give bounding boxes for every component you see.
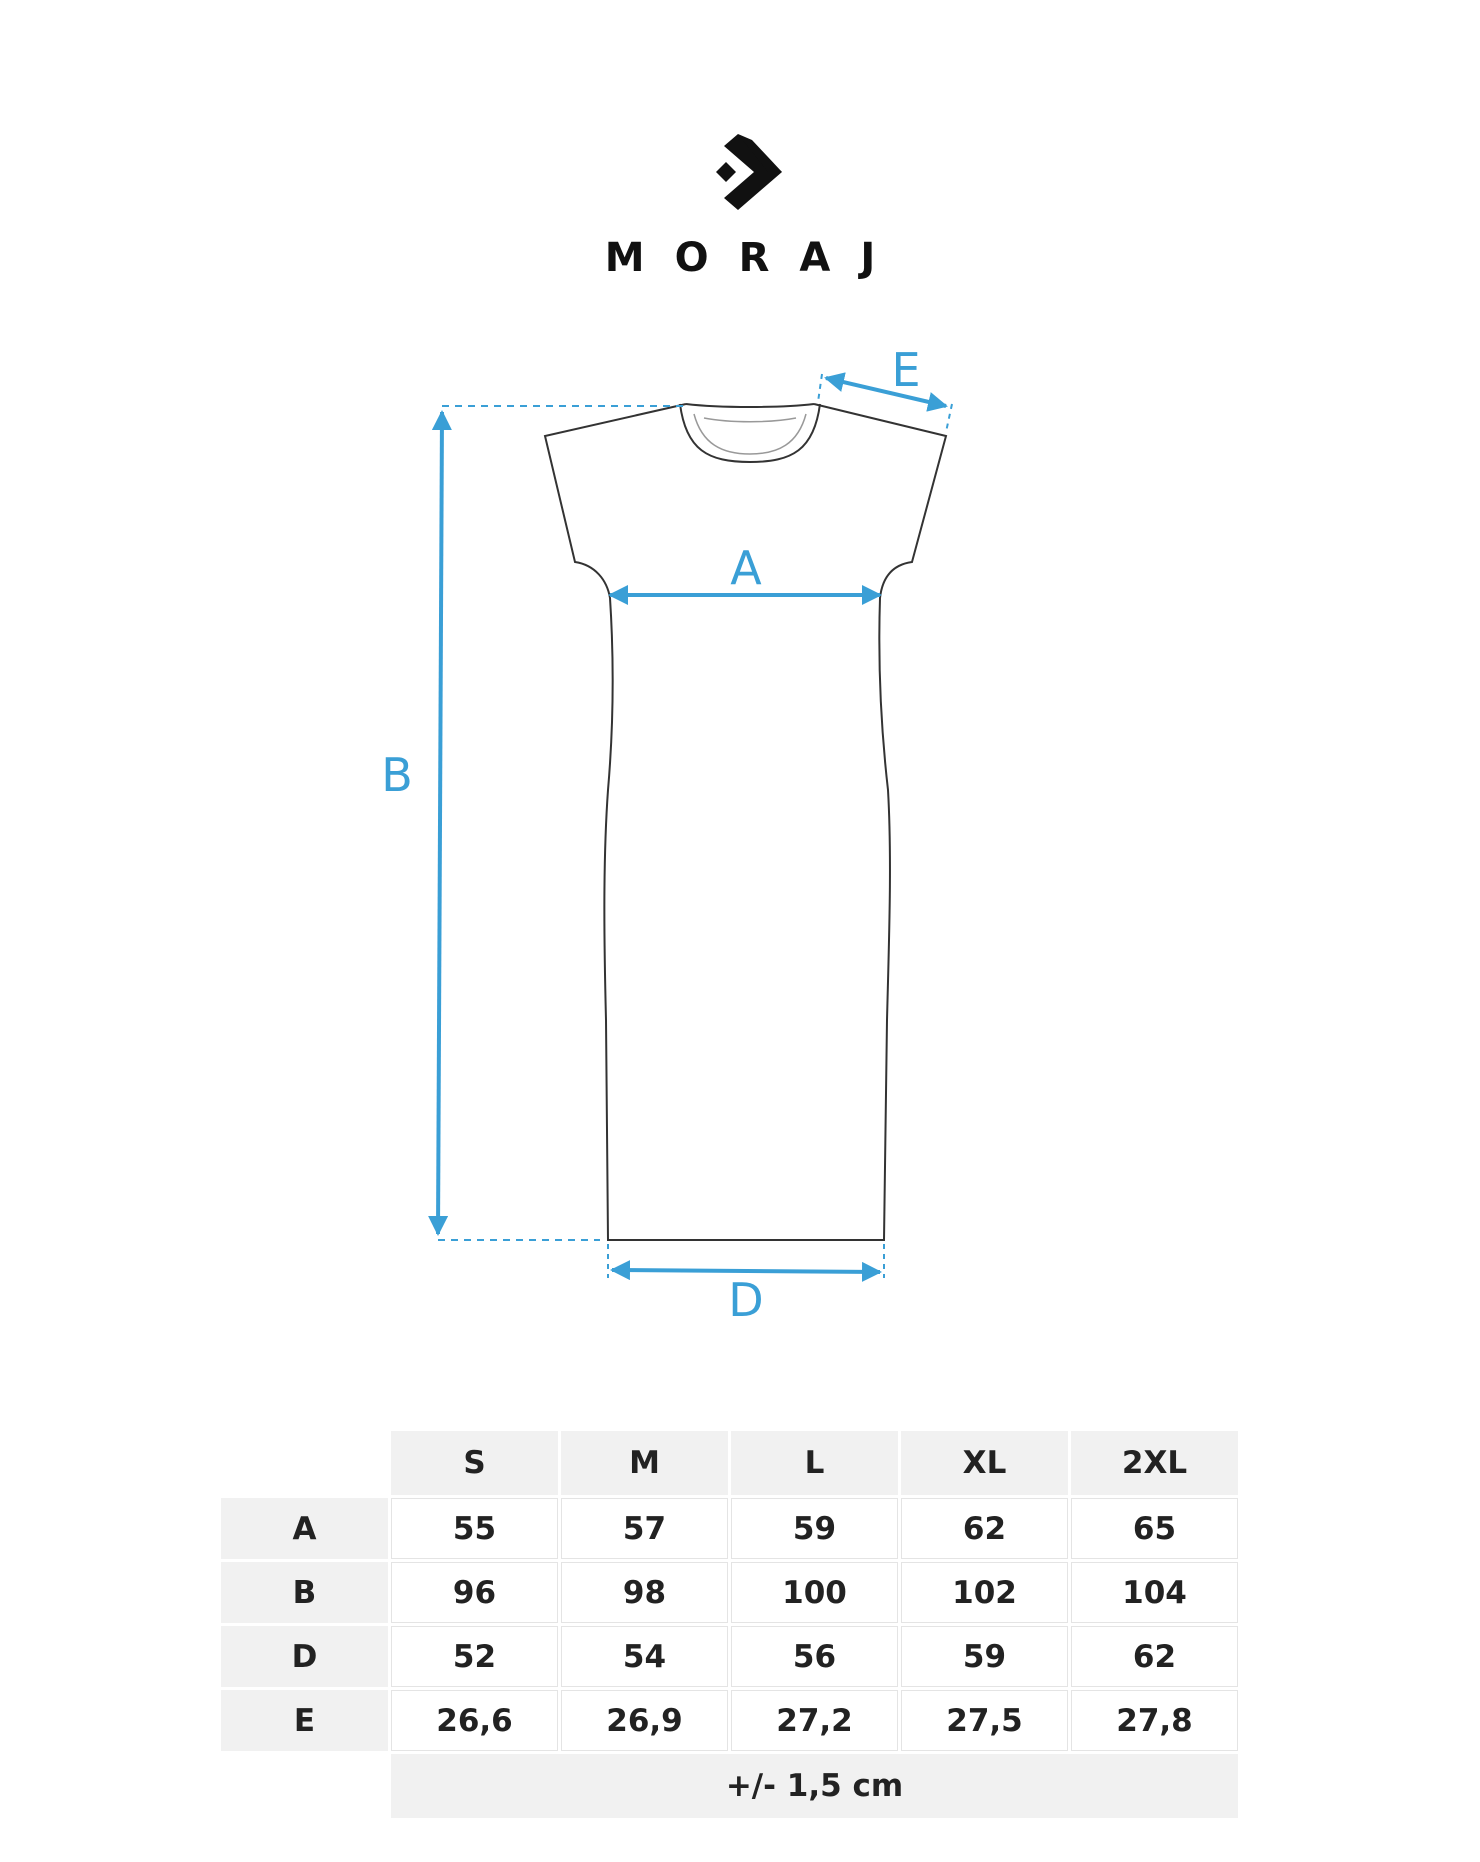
size-table [218,1428,1241,1821]
table-cell: 56 [731,1626,898,1687]
table-cell: 27,2 [731,1690,898,1751]
table-cell: 27,5 [901,1690,1068,1751]
measure-d [608,1244,884,1327]
table-row [221,1626,1238,1687]
neck-band-stitch [694,414,806,454]
dress-outline [545,404,946,1240]
table-cell: 62 [1071,1626,1238,1687]
size-header: S [391,1431,558,1495]
table-cell: 100 [731,1562,898,1623]
row-label: D [221,1626,388,1687]
measure-a-label: A [730,541,762,595]
table-row [221,1562,1238,1623]
measure-e [818,343,952,432]
size-header: L [731,1431,898,1495]
table-cell: 59 [901,1626,1068,1687]
table-cell: 27,8 [1071,1690,1238,1751]
table-cell: 65 [1071,1498,1238,1559]
tolerance-row [221,1754,1238,1818]
table-cell: 96 [391,1562,558,1623]
measure-b [381,406,686,1240]
brand-name: MORAJ [604,235,906,281]
size-header: XL [901,1431,1068,1495]
table-row [221,1498,1238,1559]
table-cell: 52 [391,1626,558,1687]
measure-b-label: B [381,748,413,802]
size-header: M [561,1431,728,1495]
measure-b-arrow [438,412,442,1234]
table-cell: 98 [561,1562,728,1623]
table-row [221,1690,1238,1751]
row-label: E [221,1690,388,1751]
measure-e-left-guide [818,374,822,402]
size-header-row [221,1431,1238,1495]
table-cell: 54 [561,1626,728,1687]
row-label: A [221,1498,388,1559]
measure-e-label: E [891,343,921,397]
back-neck [686,404,814,407]
table-cell: 102 [901,1562,1068,1623]
neck-inner-stitch [704,418,796,422]
table-cell: 57 [561,1498,728,1559]
measure-d-label: D [728,1273,764,1327]
measure-e-arrow [826,378,946,406]
table-cell: 26,6 [391,1690,558,1751]
tolerance-note: +/- 1,5 cm [391,1754,1238,1818]
table-cell: 26,9 [561,1690,728,1751]
measure-e-right-guide [946,404,952,432]
size-header: 2XL [1071,1431,1238,1495]
table-empty-cell [221,1754,388,1818]
measure-d-arrow [612,1270,880,1272]
table-cell: 62 [901,1498,1068,1559]
table-cell: 59 [731,1498,898,1559]
table-cell: 55 [391,1498,558,1559]
table-cell: 104 [1071,1562,1238,1623]
row-label: B [221,1562,388,1623]
table-corner [221,1431,388,1495]
measure-a [610,541,880,595]
